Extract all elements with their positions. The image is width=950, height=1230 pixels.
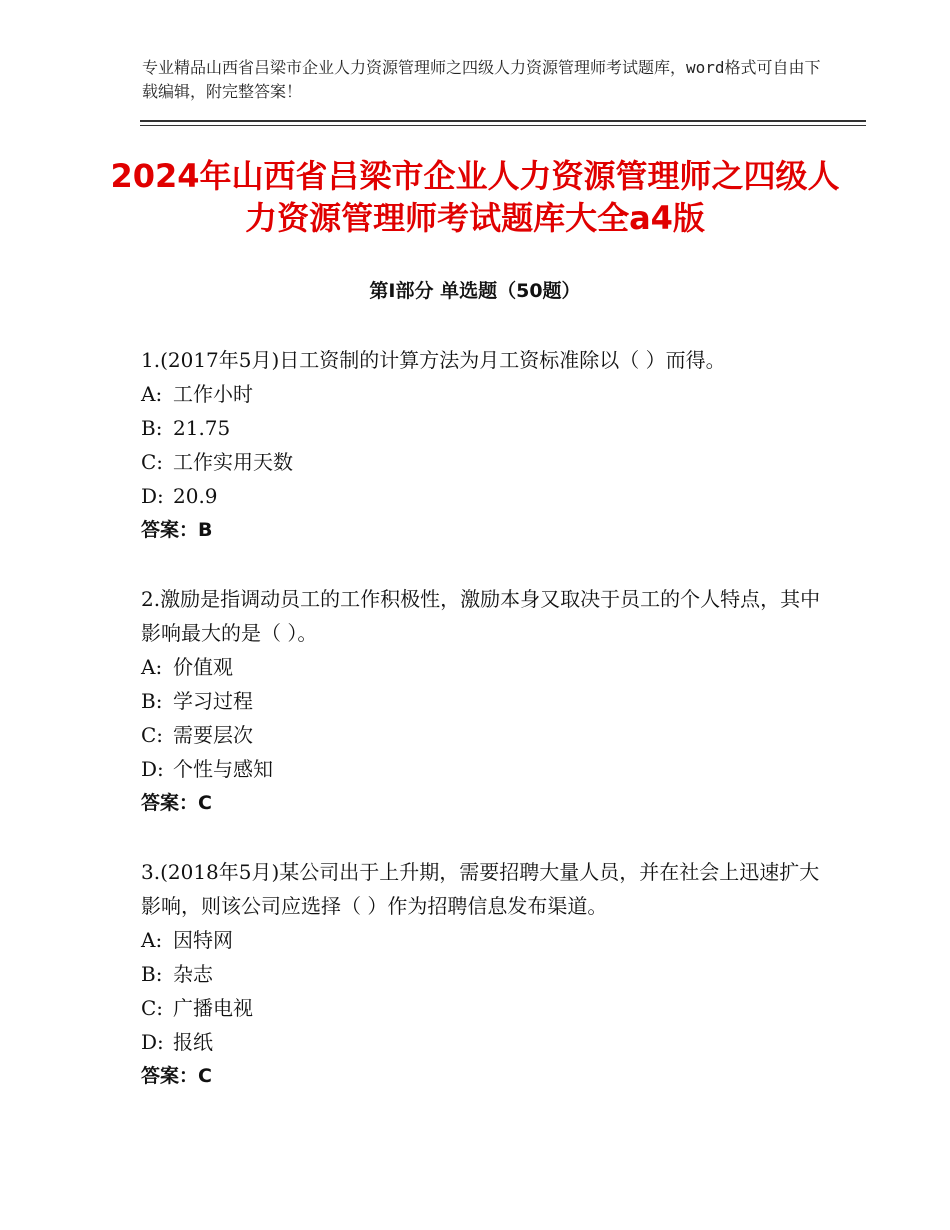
option-letter: B:: [141, 689, 163, 713]
option-letter: A:: [141, 382, 163, 406]
option-b: [141, 411, 821, 445]
option-letter: C:: [141, 723, 164, 747]
question-stem: 1.(2017年5月)日工资制的计算方法为月工资标准除以（ ）而得。: [141, 348, 726, 372]
header-divider: [140, 120, 866, 122]
option-text: 杂志: [173, 962, 213, 986]
header-divider-thin: [140, 125, 866, 126]
option-text: 20.9: [173, 484, 218, 508]
option-c: [141, 991, 821, 1025]
question-stem: 2.激励是指调动员工的工作积极性，激励本身又取决于员工的个人特点，其中影响最大的是（ ）。: [141, 587, 821, 645]
option-text: 工作实用天数: [173, 450, 293, 474]
option-letter: C:: [141, 996, 164, 1020]
option-text: 需要层次: [173, 723, 253, 747]
header-note: 专业精品山西省吕梁市企业人力资源管理师之四级人力资源管理师考试题库，word格式可自由下载编辑，附完整答案！: [142, 58, 821, 101]
question-1: [141, 343, 821, 547]
option-text: 学习过程: [173, 689, 253, 713]
option-text: 个性与感知: [173, 757, 273, 781]
option-text: 报纸: [173, 1030, 213, 1054]
option-text: 21.75: [173, 416, 231, 440]
option-a: [141, 923, 821, 957]
question-list: [141, 343, 821, 1128]
option-b: [141, 684, 821, 718]
section-title: 第Ⅰ部分 单选题（50题）: [369, 280, 581, 302]
option-c: [141, 718, 821, 752]
option-a: [141, 650, 821, 684]
option-letter: B:: [141, 416, 163, 440]
option-letter: D:: [141, 757, 164, 781]
option-letter: D:: [141, 1030, 164, 1054]
option-d: [141, 479, 821, 513]
option-letter: A:: [141, 655, 163, 679]
option-a: [141, 377, 821, 411]
question-2: [141, 582, 821, 820]
option-c: [141, 445, 821, 479]
answer: 答案：C: [141, 792, 212, 814]
option-letter: B:: [141, 962, 163, 986]
option-b: [141, 957, 821, 991]
answer: 答案：B: [141, 519, 213, 541]
option-d: [141, 1025, 821, 1059]
option-text: 广播电视: [173, 996, 253, 1020]
option-letter: C:: [141, 450, 164, 474]
option-text: 因特网: [173, 928, 233, 952]
document-title: 2024年山西省吕梁市企业人力资源管理师之四级人力资源管理师考试题库大全a4版: [110, 157, 840, 237]
option-text: 工作小时: [173, 382, 253, 406]
option-letter: A:: [141, 928, 163, 952]
option-d: [141, 752, 821, 786]
question-stem: 3.(2018年5月)某公司出于上升期，需要招聘大量人员，并在社会上迅速扩大影响，则该公司应选择（ ）作为招聘信息发布渠道。: [141, 860, 820, 918]
question-3: [141, 855, 821, 1093]
option-text: 价值观: [173, 655, 233, 679]
answer: 答案：C: [141, 1065, 212, 1087]
option-letter: D:: [141, 484, 164, 508]
